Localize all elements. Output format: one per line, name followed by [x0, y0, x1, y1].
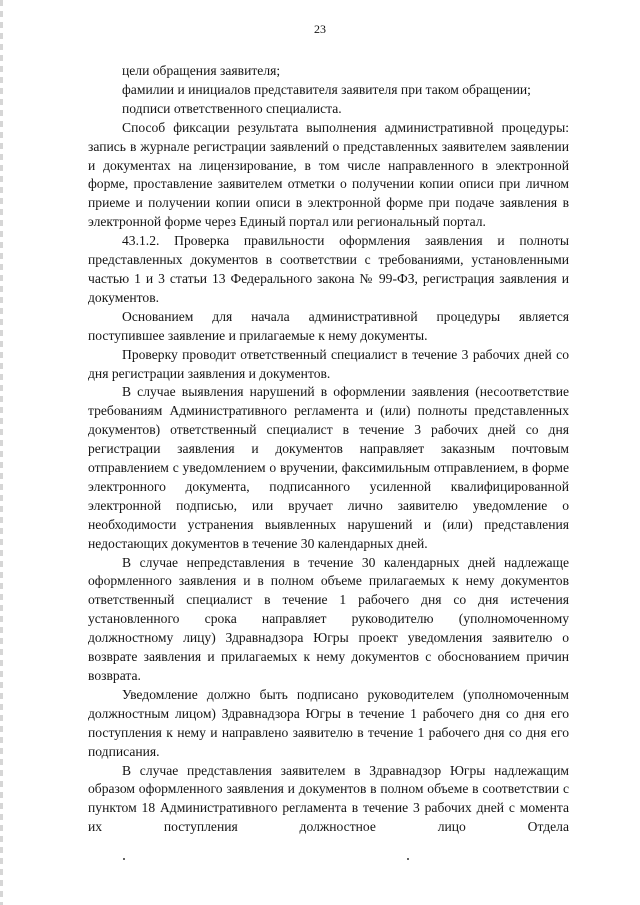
scan-edge	[0, 0, 3, 905]
paragraph: цели обращения заявителя;	[122, 63, 281, 78]
paragraph: Основанием для начала административной процедуры является поступившее заявление и прилагаемые к нему документы.	[88, 308, 569, 343]
paragraph: подписи ответственного специалиста.	[122, 100, 342, 116]
scan-speck	[123, 858, 125, 860]
paragraph: В случае выявления нарушений в оформлении заявления (несоответствие требованиям Административного регламента и (или) полноты представленных документов) ответственный специалист в течение 3 рабочих дней со дня регистрации заявления и документов направляет заказным почтовым отправлением с уведомлением о вручении, факсимильным отправлением, в форме электронного документа, подписанного усиленной квалифицированной электронной подписью, или вручает лично заявителю уведомление о необходимости устранения выявленных нарушений и (или) представления недостающих документов в течение 30 календарных дней.	[88, 384, 569, 551]
scan-speck	[407, 858, 409, 860]
paragraph: Способ фиксации результата выполнения административной процедуры: запись в журнале регистрации заявлений о представленных заявителем заявлении и документах на лицензирование, в том числе направленного в электронной форме, проставление заявителем отметки о получении копии описи при личном приеме и получении копии описи в электронной форме при подаче заявления в электронной форме через Единый портал или региональный портал.	[88, 119, 569, 230]
paragraph: В случае представления заявителем в Здравнадзор Югры надлежащим образом оформленного заявления и документов в полном объеме в соответствии с пунктом 18 Административного регламента в течение 3 рабочих дней с момента их поступления должностное лицо Отдела	[88, 762, 569, 835]
paragraph: В случае непредставления в течение 30 календарных дней надлежаще оформленного заявления и в полном объеме прилагаемых к нему документов ответственный специалист в течение 1 рабочего дня со дня истечения установленного срока направляет руководителю (уполномоченному должностному лицу) Здравнадзора Югры проект уведомления заявителю о возврате заявления и прилагаемых к нему документов с обоснованием причин возврата.	[88, 554, 569, 683]
page-number: 23	[314, 22, 326, 36]
document-body	[88, 62, 569, 837]
paragraph: Проверку проводит ответственный специалист в течение 3 рабочих дней со дня регистрации заявления и документов.	[88, 346, 569, 381]
paragraph: Уведомление должно быть подписано руководителем (уполномоченным должностным лицом) Здравнадзора Югры в течение 1 рабочего дня со дня его поступления к нему и направлено заявителю в течение 1 рабочего дня со дня его подписания.	[88, 686, 569, 759]
paragraph: фамилии и инициалов представителя заявителя при таком обращении;	[122, 81, 531, 97]
paragraph: 43.1.2. Проверка правильности оформления заявления и полноты представленных документов в соответствии с требованиями, установленными частью 1 и 3 статьи 13 Федерального закона № 99-ФЗ, регистрация заявления и документов.	[88, 233, 569, 305]
